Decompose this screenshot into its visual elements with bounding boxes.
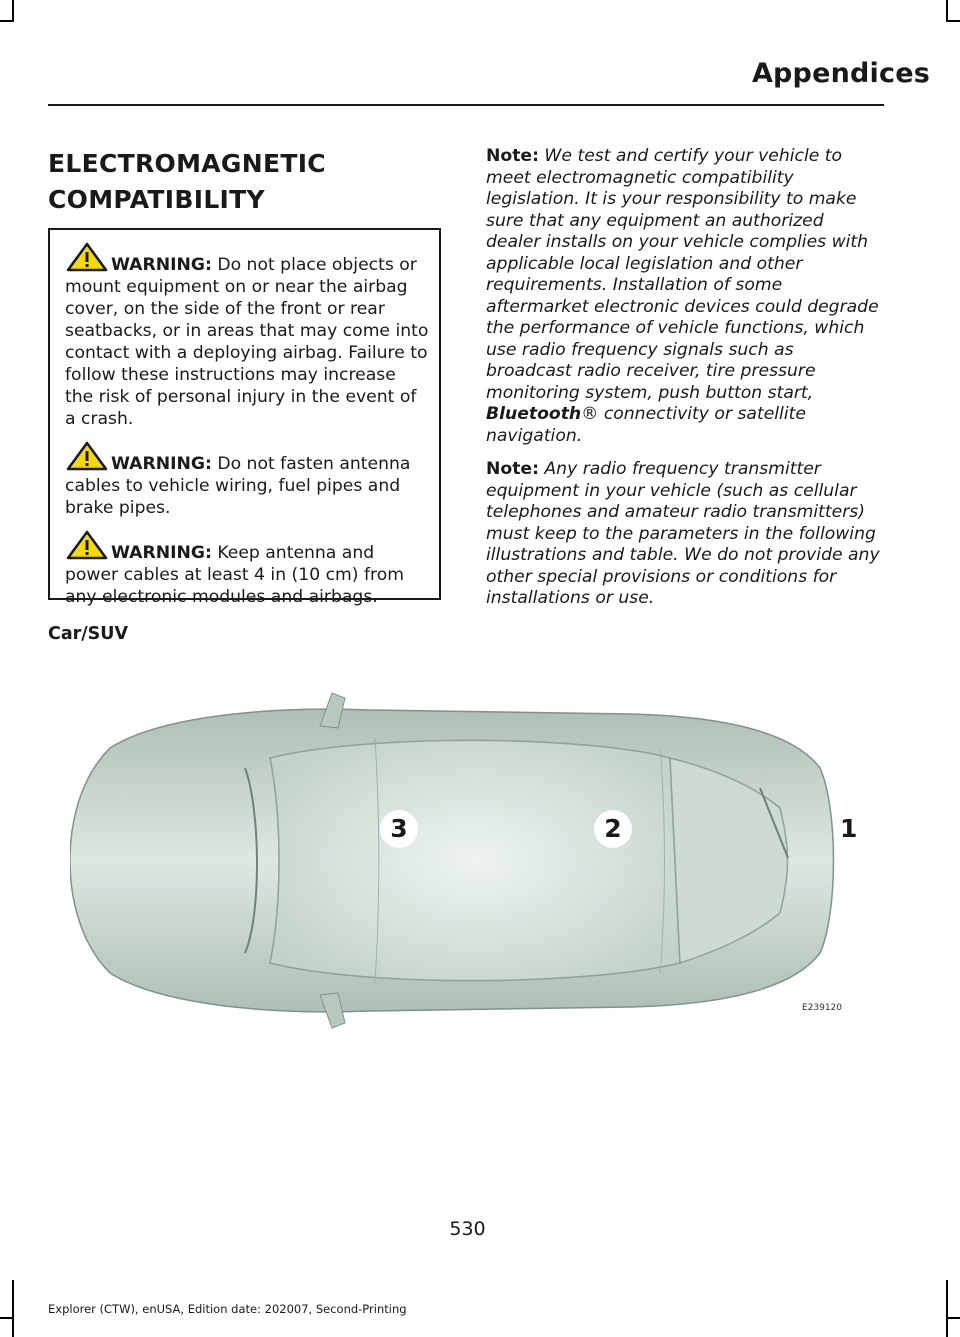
crop-mark	[946, 1317, 960, 1319]
crop-mark	[12, 1280, 14, 1337]
warning-item	[65, 242, 429, 430]
note-text: Any radio frequency transmitter equipment in your vehicle (such as cellular telephones and amateur radio transmitters) must keep to the parameters in the following illustrations and table. We do not provide any other special provisions or conditions for installations or use.	[486, 459, 880, 608]
callout-1: 1	[840, 814, 858, 843]
page-header-title: Appendices	[751, 58, 930, 89]
warning-triangle-icon	[65, 242, 109, 272]
note-label: Note:	[486, 459, 539, 479]
crop-mark	[946, 20, 960, 22]
note-text: ® connectivity or satellite navigation.	[486, 404, 806, 446]
warning-box	[48, 228, 441, 607]
section-title-line: COMPATIBILITY	[48, 185, 265, 214]
crop-mark	[0, 1317, 14, 1319]
figure-subhead: Car/SUV	[48, 624, 129, 644]
page-number: 530	[449, 1218, 486, 1240]
section-title-line: ELECTROMAGNETIC	[48, 149, 326, 178]
note-label: Note:	[486, 146, 539, 166]
page-footer: Explorer (CTW), enUSA, Edition date: 202007, Second-Printing	[48, 1302, 407, 1316]
note-text: We test and certify your vehicle to meet electromagnetic compatibility legislation. It is your responsibility to make sure that any equipment an authorized dealer installs on your vehicle complies with applicable local legislation and other requirements. Installation of some aftermarket electronic devices could degrade the performance of vehicle functions, which use radio frequency signals such as broadcast radio receiver, tire pressure monitoring system, push button start,	[486, 146, 879, 403]
warning-item	[65, 530, 429, 608]
warning-label: WARNING:	[111, 543, 212, 563]
notes-column	[486, 146, 882, 622]
header-divider	[48, 104, 884, 106]
warning-text: Do not place objects or mount equipment on or near the airbag cover, on the side of the front or rear seatbacks, or in areas that may come into contact with a deploying airbag. Failure to follow these instructions may increase the risk of personal injury in the event of a crash.	[65, 255, 429, 429]
warning-item	[65, 441, 429, 519]
crop-mark	[12, 0, 14, 22]
note-paragraph	[486, 146, 882, 447]
callout-2: 2	[594, 810, 632, 848]
note-brand: Bluetooth	[486, 404, 582, 424]
warning-label: WARNING:	[111, 454, 212, 474]
warning-text: Do not fasten antenna cables to vehicle wiring, fuel pipes and brake pipes.	[65, 454, 411, 518]
car-top-view-image	[70, 688, 840, 1033]
car-illustration	[70, 688, 858, 1033]
section-title	[48, 146, 448, 218]
warning-label: WARNING:	[111, 255, 212, 275]
callout-3: 3	[380, 810, 418, 848]
crop-mark	[0, 20, 14, 22]
warning-text: Keep antenna and power cables at least 4 in (10 cm) from any electronic modules and airbags.	[65, 543, 404, 607]
note-paragraph	[486, 459, 882, 610]
crop-mark	[946, 0, 948, 22]
warning-triangle-icon	[65, 441, 109, 471]
warning-triangle-icon	[65, 530, 109, 560]
crop-mark	[946, 1280, 948, 1337]
figure-id: E239120	[801, 1003, 842, 1013]
